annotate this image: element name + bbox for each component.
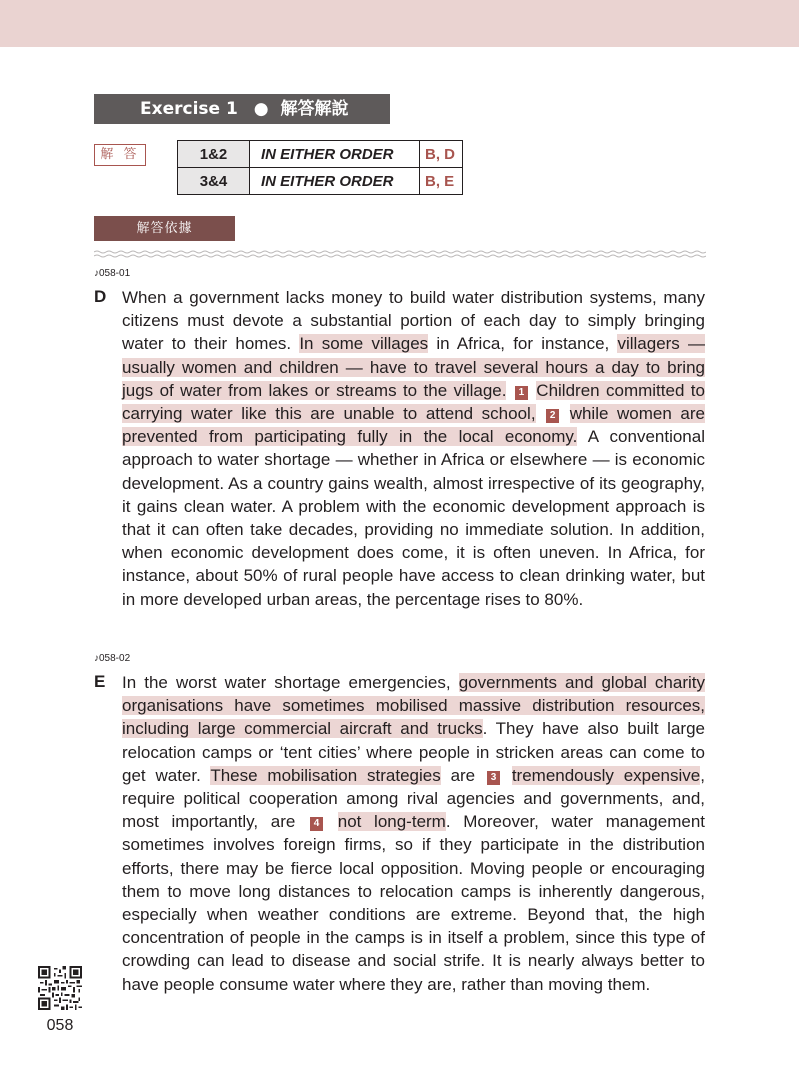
answer-items: 1&2 — [178, 141, 250, 168]
exercise-title: Exercise 1 — [140, 99, 238, 119]
answer-order: IN EITHER ORDER — [250, 141, 420, 168]
text-span: . Moreover, water management sometimes involves foreign firms, so if they participate in the distribution efforts, there may be fierce local opposition. Moving people or encouraging them to move long distances to relocation camps is inherently dangerous, especially when weather conditions are extreme. Beyond that, the high concentration of people in the camps is in itself a problem, since this type of crowding can lead to disease and social strife. It is nearly always better to have people consume water where they are, rather than moving them. — [122, 812, 705, 994]
wavy-divider — [94, 250, 706, 258]
highlight: In some villages — [299, 334, 429, 354]
exercise-header — [94, 94, 390, 124]
text-span: In the worst water shortage emergencies, — [122, 673, 459, 692]
answer-letters: B, D — [420, 141, 463, 168]
highlight: governments and global charity organisations have sometimes mobilised massive distribution resources, including large commercial aircraft and trucks — [122, 673, 706, 739]
answer-table — [177, 140, 463, 195]
number-badge: 4 — [310, 817, 323, 831]
audio-track-label: ♪058-01 — [94, 268, 131, 279]
paragraph-label: D — [94, 287, 107, 306]
highlight: Children committed to carrying water like this are unable to attend school, — [122, 380, 705, 424]
bullet-icon: ● — [253, 99, 269, 119]
highlight: not long-term — [337, 812, 446, 832]
qr-code-icon — [38, 966, 82, 1010]
answer-letters: B, E — [420, 168, 463, 195]
text-span: are — [440, 765, 485, 785]
highlight: villagers — usually women and children — have to travel several hours a day to bring jugs of water from lakes or streams to the village. — [122, 334, 705, 400]
audio-track-label: ♪058-02 — [94, 653, 131, 664]
text-span: A conventional approach to water shortage — whether in Africa or elsewhere — is economic development. As a country gains wealth, almost irrespective of its geography, it gains clean water. A problem with the economic development approach is that it can often take decades, providing no immediate solution. In addition, when economic development does come, it is often uneven. In Africa, for instance, about 50% of rural people have access to clean drinking water, but in more developed urban areas, the percentage rises to 80%. — [122, 427, 705, 609]
answer-order: IN EITHER ORDER — [250, 168, 420, 195]
table-row — [178, 168, 463, 195]
paragraph-e — [122, 671, 705, 996]
number-badge: 2 — [546, 409, 559, 423]
answer-basis-label: 解答依據 — [94, 216, 235, 241]
text-span: . They have also built large relocation camps or ‘tent cities’ where people in stricken areas can come to get water. — [122, 719, 705, 785]
number-badge: 1 — [515, 386, 528, 400]
paragraph-d — [122, 286, 705, 611]
table-row — [178, 141, 463, 168]
highlight: tremendously expensive — [511, 765, 701, 785]
number-badge: 3 — [487, 771, 500, 785]
top-color-band — [0, 0, 799, 47]
text-span: , require political cooperation among rival agencies and governments, and, most importantly, are — [122, 765, 705, 832]
paragraph-label: E — [94, 672, 106, 691]
answer-label: 解 答 — [94, 144, 146, 166]
exercise-subtitle: 解答解說 — [280, 99, 349, 119]
answer-items: 3&4 — [178, 168, 250, 195]
highlight: These mobilisation strategies — [210, 765, 441, 785]
text-span: When a government lacks money to build water distribution systems, many citizens must devote a substantial portion of each day to simply bringing water to their homes. — [122, 288, 705, 354]
page-number: 058 — [46, 1017, 74, 1034]
highlight: while women are prevented from participating fully in the local economy. — [122, 404, 705, 447]
text-span: in Africa, for instance, — [428, 334, 618, 354]
